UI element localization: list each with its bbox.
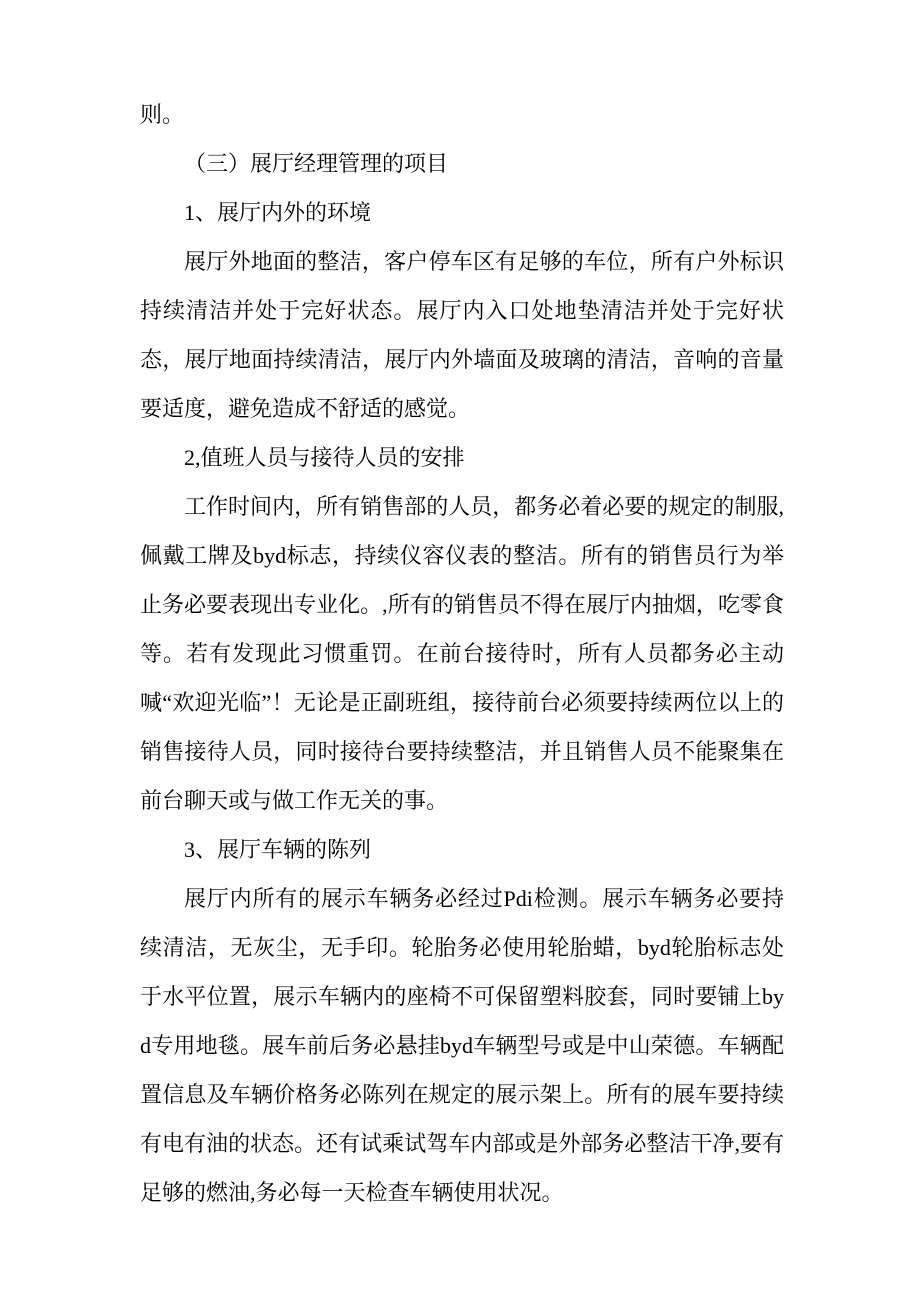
paragraph-vehicle-display: 展厅内所有的展示车辆务必经过Pdi检测。展示车辆务必要持续清洁，无灰尘，无手印。轮胎务必使用轮胎蜡，byd轮胎标志处于水平位置，展示车辆内的座椅不可保留塑料胶套，同时要铺上byd专用地毯。展车前后务必悬挂byd车辆型号或是中山荣德。车辆配置信息及车辆价格务必陈列在规定的展示架上。所有的展车要持续有电有油的状态。还有试乘试驾车内部或是外部务必整洁干净,要有足够的燃油,务必每一天检查车辆使用状况。: [140, 886, 784, 1205]
paragraph-environment: 展厅外地面的整洁，客户停车区有足够的车位，所有户外标识持续清洁并处于完好状态。展厅内入口处地垫清洁并处于完好状态，展厅地面持续清洁，展厅内外墙面及玻璃的清洁，音响的音量要适度，避免造成不舒适的感觉。: [140, 249, 784, 421]
section-heading-3: （三）展厅经理管理的项目: [184, 151, 449, 176]
subsection-heading-2: 2,值班人员与接待人员的安排: [184, 445, 465, 470]
subsection-heading-1: 1、展厅内外的环境: [184, 200, 372, 225]
paragraph-staffing: 工作时间内，所有销售部的人员，都务必着必要的规定的制服,佩戴工牌及byd标志，持续仪容仪表的整洁。所有的销售员行为举止务必要表现出专业化。,所有的销售员不得在展厅内抽烟，吃零食等。若有发现此习惯重罚。在前台接待时，所有人员都务必主动喊“欢迎光临”！无论是正副班组，接待前台必须要持续两位以上的销售接待人员，同时接待台要持续整洁，并且销售人员不能聚集在前台聊天或与做工作无关的事。: [140, 494, 784, 813]
paragraph-continuation: 则。: [140, 102, 185, 127]
subsection-heading-3: 3、展厅车辆的陈列: [184, 837, 372, 862]
